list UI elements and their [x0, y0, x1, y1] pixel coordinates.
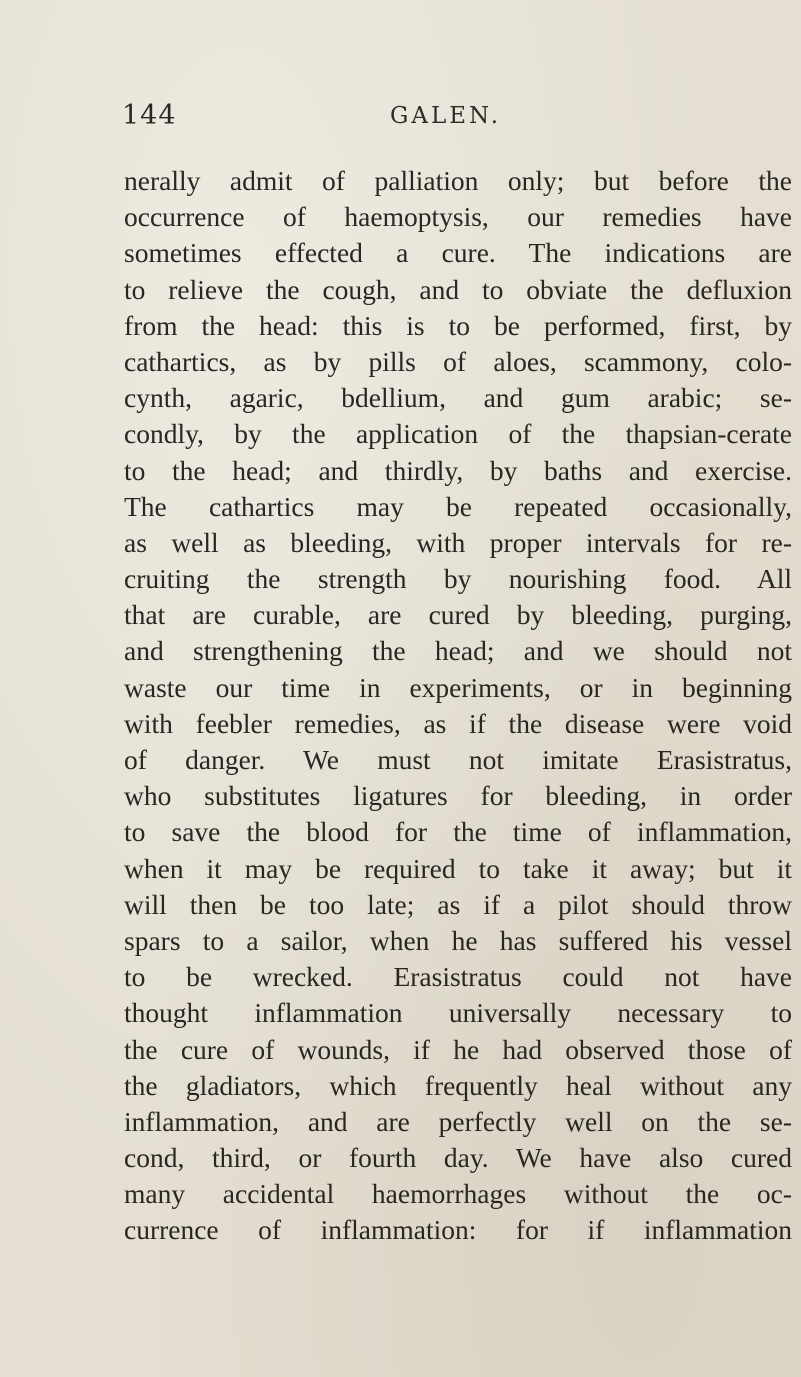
running-title: GALEN.: [390, 103, 502, 129]
text-line: thought inflammation universally necessary to: [124, 997, 792, 1029]
text-line: condly, by the application of the thapsian-cerate: [124, 418, 792, 450]
text-line: the cure of wounds, if he had observed those of: [124, 1033, 792, 1065]
text-line: as well as bleeding, with proper intervals for re-: [124, 526, 792, 558]
text-line: with feebler remedies, as if the disease were void: [124, 707, 792, 739]
text-line: cond, third, or fourth day. We have also cured: [124, 1142, 792, 1174]
text-line: sometimes effected a cure. The indications are: [124, 237, 792, 269]
text-line: cathartics, as by pills of aloes, scammony, colo-: [124, 345, 792, 377]
text-line: to be wrecked. Erasistratus could not have: [124, 961, 792, 993]
text-line: cynth, agaric, bdellium, and gum arabic; se-: [124, 382, 792, 414]
running-head: [122, 100, 782, 140]
body-text: [124, 163, 792, 1249]
text-line: and strengthening the head; and we should not: [124, 635, 792, 667]
text-line: will then be too late; as if a pilot should throw: [124, 888, 792, 920]
text-line: to the head; and thirdly, by baths and exercise.: [124, 454, 792, 486]
text-line: to relieve the cough, and to obviate the defluxion: [124, 273, 792, 305]
text-line: to save the blood for the time of inflammation,: [124, 816, 792, 848]
text-line: spars to a sailor, when he has suffered his vessel: [124, 924, 792, 956]
page-number: 144: [122, 100, 177, 131]
text-line: from the head: this is to be performed, first, by: [124, 309, 792, 341]
text-line: currence of inflammation: for if inflammation: [124, 1214, 792, 1246]
text-line: inflammation, and are perfectly well on the se-: [124, 1105, 792, 1137]
text-line: when it may be required to take it away; but it: [124, 852, 792, 884]
text-line: waste our time in experiments, or in beginning: [124, 671, 792, 703]
text-line: many accidental haemorrhages without the oc-: [124, 1178, 792, 1210]
text-line: nerally admit of palliation only; but before the: [124, 165, 792, 196]
text-line: of danger. We must not imitate Erasistratus,: [124, 744, 792, 775]
text-line: that are curable, are cured by bleeding, purging,: [124, 599, 792, 631]
text-line: The cathartics may be repeated occasionally,: [124, 490, 792, 522]
text-line: cruiting the strength by nourishing food. All: [124, 563, 792, 595]
text-line: occurrence of haemoptysis, our remedies have: [124, 201, 792, 233]
text-line: the gladiators, which frequently heal without any: [124, 1069, 792, 1101]
text-line: who substitutes ligatures for bleeding, in order: [124, 780, 792, 812]
